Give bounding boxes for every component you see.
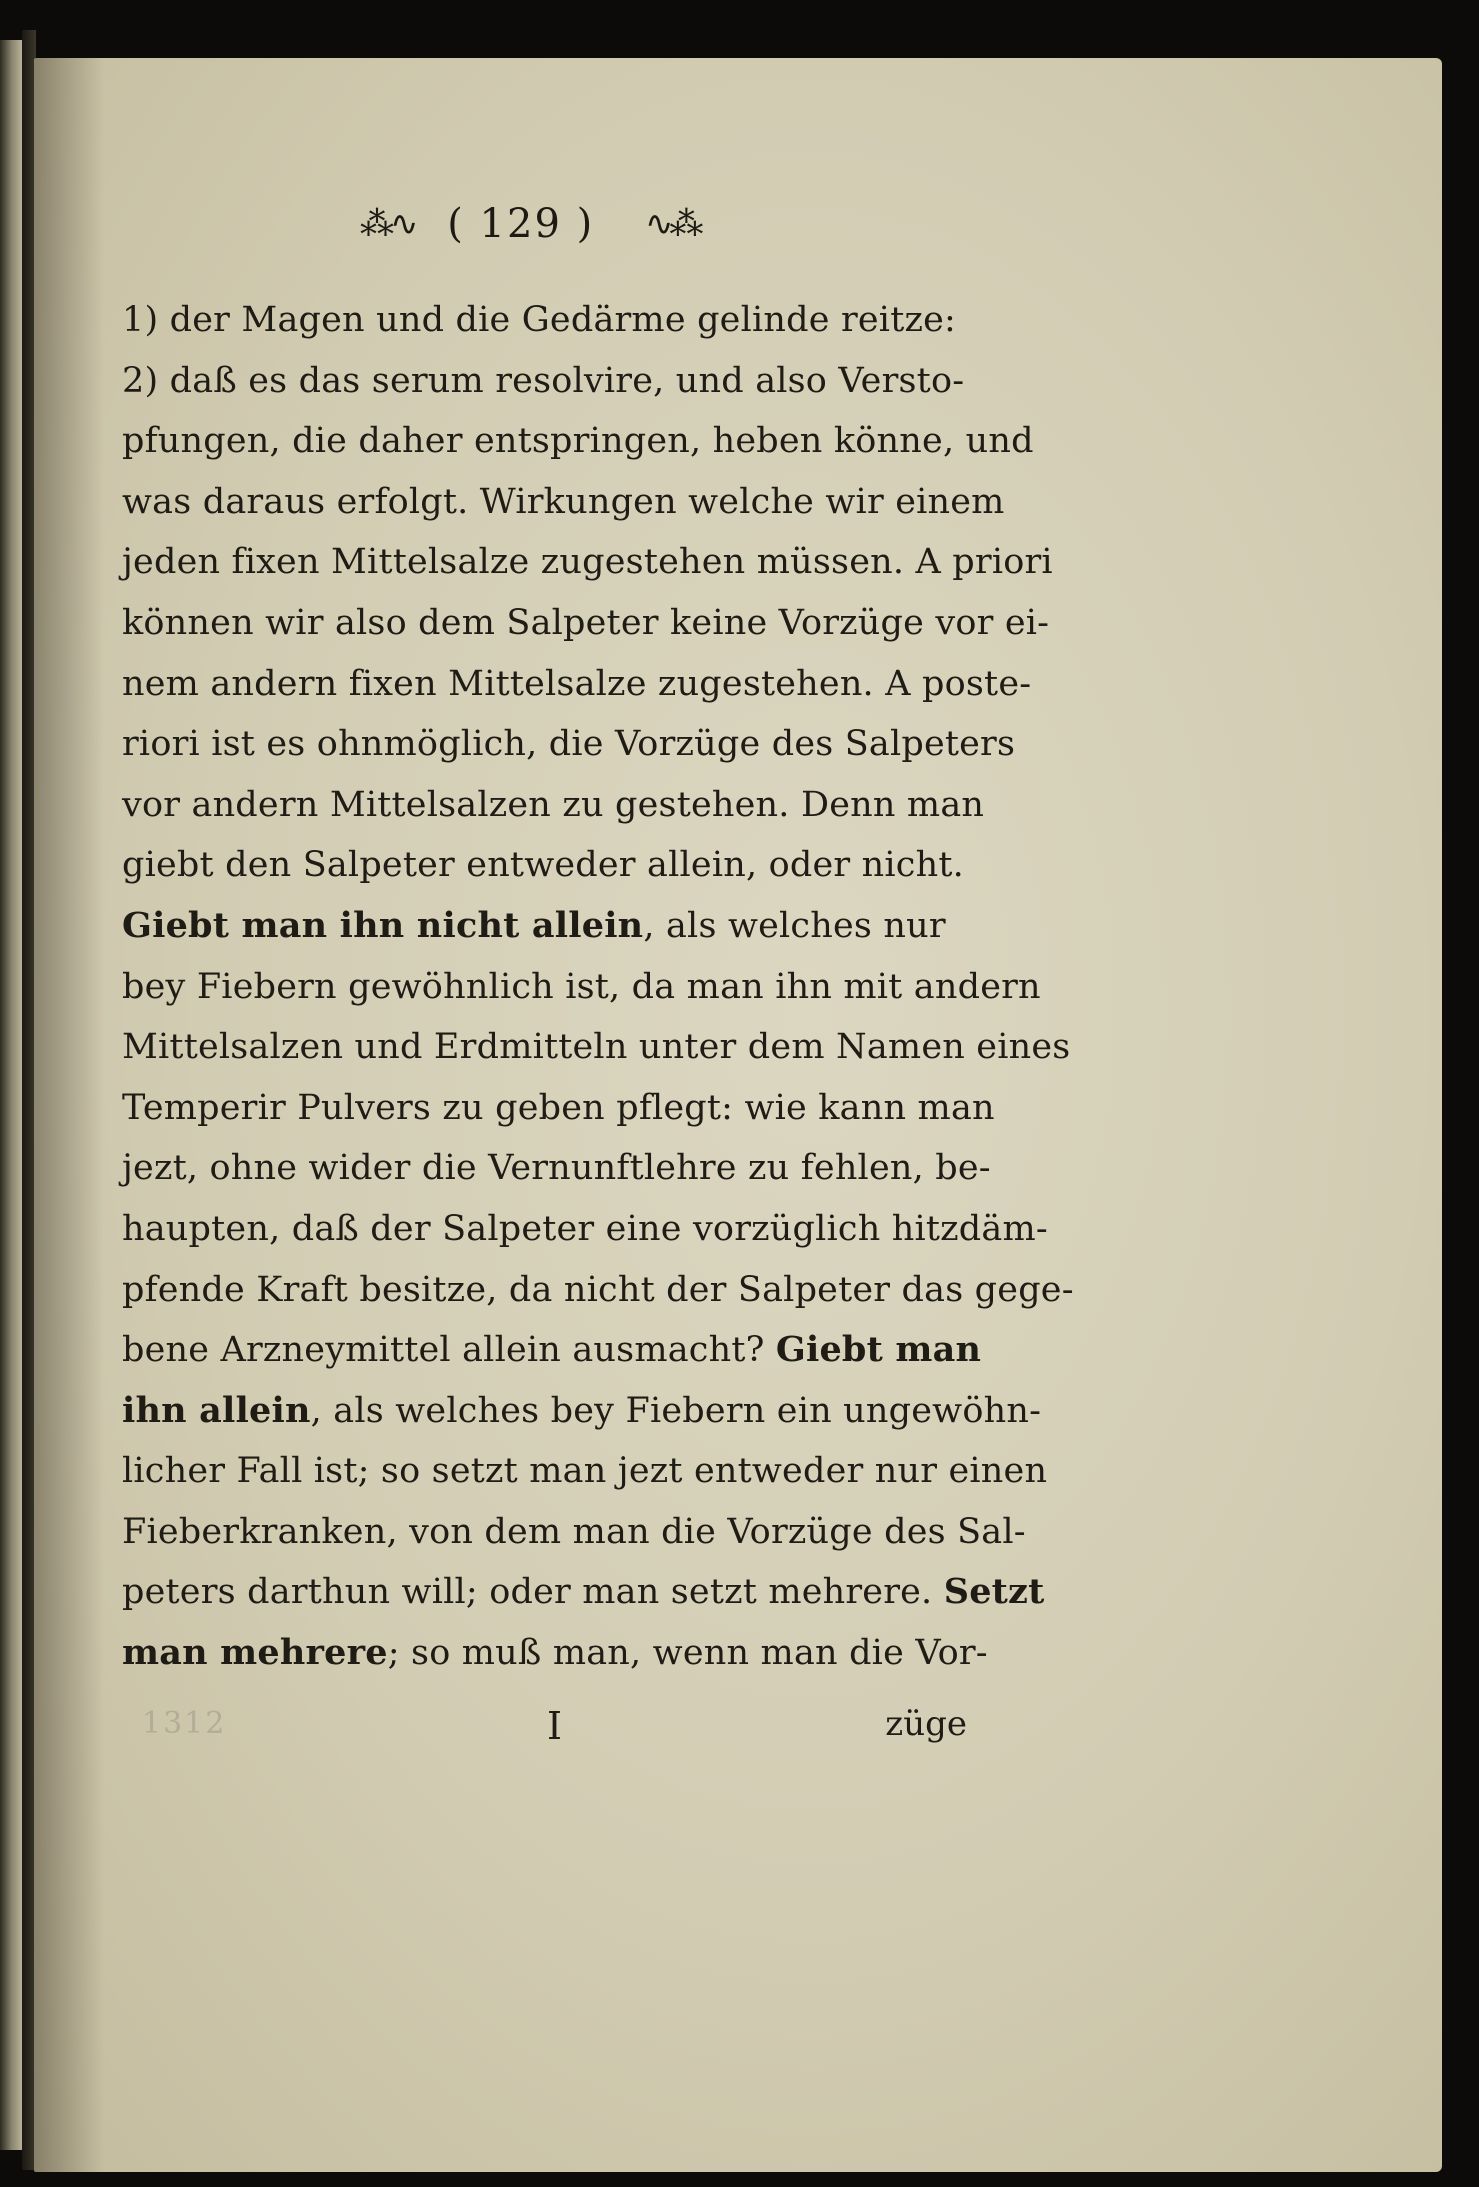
emphasized-text: Giebt man [775, 1329, 982, 1371]
text-line-content: peters darthun will; oder man setzt mehrere. [122, 1572, 944, 1613]
text-line: vor andern Mittelsalzen zu gestehen. Denn man [122, 784, 985, 825]
page-binding-shadow [34, 58, 104, 2172]
text-line: pfungen, die daher entspringen, heben könne, und [122, 421, 1034, 462]
text-line-content: , als welches bey Fiebern ein ungewöhn- [310, 1390, 1042, 1431]
running-header [360, 198, 780, 258]
signature-mark: I [547, 1704, 563, 1748]
text-line: jeden fixen Mittelsalze zugestehen müssen. A priori [122, 542, 1053, 583]
text-line-content: bene Arzneymittel allein ausmacht? [122, 1330, 776, 1371]
emphasized-text: man mehrere [122, 1632, 388, 1674]
text-line [122, 1381, 1042, 1442]
text-line [122, 1320, 982, 1381]
text-line [122, 1562, 1045, 1623]
page-number: ( 129 ) [447, 201, 595, 247]
text-line: riori ist es ohnmöglich, die Vorzüge des Salpeters [122, 724, 1016, 765]
text-line-content: ; so muß man, wenn man die Vor- [387, 1633, 988, 1674]
bleed-through-number: 1312 [142, 1706, 227, 1741]
text-line-content: 2) daß es das serum resolvire, und also Versto- [122, 360, 965, 401]
text-line: 1) der Magen und die Gedärme gelinde reitze: [122, 300, 957, 340]
catchword: züge [885, 1704, 967, 1744]
text-line: Fieberkranken, von dem man die Vorzüge des Sal- [122, 1511, 1026, 1552]
ornament-right-icon: ∿⁂ [644, 204, 700, 244]
emphasized-text: ihn allein [122, 1389, 311, 1431]
text-line: Mittelsalzen und Erdmitteln unter dem Namen eines [122, 1027, 1071, 1068]
text-line: giebt den Salpeter entweder allein, oder nicht. [122, 845, 964, 886]
text-line: jezt, ohne wider die Vernunftlehre zu fehlen, be- [122, 1148, 991, 1189]
previous-page-edge [0, 40, 22, 2150]
body-text [122, 290, 1074, 1684]
text-line: nem andern fixen Mittelsalze zugestehen. A poste- [122, 663, 1032, 704]
ornament-left-icon: ⁂∿ [360, 204, 415, 244]
text-line [122, 1623, 988, 1684]
text-line: können wir also dem Salpeter keine Vorzüge vor ei- [122, 602, 1050, 643]
page-footer [122, 1700, 967, 1760]
text-line: was daraus erfolgt. Wirkungen welche wir einem [122, 481, 1005, 522]
text-line: licher Fall ist; so setzt man jezt entweder nur einen [122, 1451, 1048, 1492]
text-line: pfende Kraft besitze, da nicht der Salpeter das gege- [122, 1269, 1074, 1310]
text-line: bey Fiebern gewöhnlich ist, da man ihn mit andern [122, 966, 1041, 1007]
text-line [122, 351, 967, 412]
emphasized-text: Giebt man ihn nicht allein [122, 904, 644, 946]
text-line: Temperir Pulvers zu geben pflegt: wie kann man [122, 1087, 995, 1128]
text-line [122, 896, 967, 957]
emphasized-text: Setzt [943, 1571, 1045, 1613]
text-line-content: , als welches nur [643, 905, 946, 946]
text-line: haupten, daß der Salpeter eine vorzüglich hitzdäm- [122, 1208, 1048, 1249]
